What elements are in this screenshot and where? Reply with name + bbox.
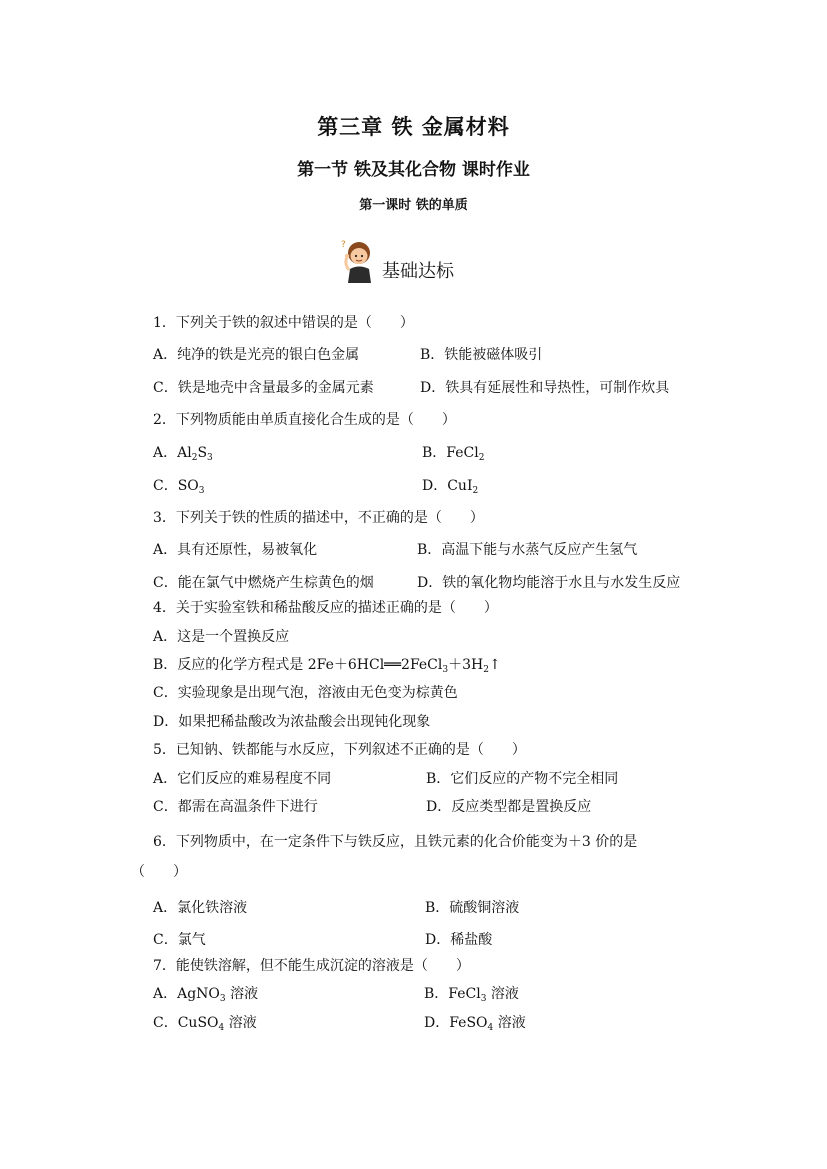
q6-option-a: A．氯化铁溶液 bbox=[153, 900, 248, 916]
question-6-stem-continued: （ ） bbox=[131, 864, 187, 880]
question-4-stem: 4．关于实验室铁和稀盐酸反应的描述正确的是（ ） bbox=[153, 600, 498, 616]
q3-option-a: A．具有还原性，易被氧化 bbox=[153, 542, 318, 558]
question-6-stem: 6．下列物质中，在一定条件下与铁反应，且铁元素的化合价能变为＋3 价的是 bbox=[153, 834, 638, 850]
q7-option-b: B．FeCl$_3$ 溶液 bbox=[424, 986, 519, 1004]
q4-option-a: A．这是一个置换反应 bbox=[153, 629, 290, 645]
q1-option-a: A．纯净的铁是光亮的银白色金属 bbox=[153, 347, 360, 363]
q3-option-c: C．能在氯气中燃烧产生棕黄色的烟 bbox=[153, 575, 374, 591]
q5-option-b: B．它们反应的产物不完全相同 bbox=[426, 771, 619, 787]
q3-option-b: B．高温下能与水蒸气反应产生氢气 bbox=[417, 542, 638, 558]
q4-option-c: C．实验现象是出现气泡，溶液由无色变为棕黄色 bbox=[153, 685, 458, 701]
q6-option-b: B．硫酸铜溶液 bbox=[425, 900, 520, 916]
q7-option-d: D．FeSO$_4$ 溶液 bbox=[424, 1015, 526, 1033]
q1-option-c: C．铁是地壳中含量最多的金属元素 bbox=[153, 380, 374, 396]
q4-option-d: D．如果把稀盐酸改为浓盐酸会出现钝化现象 bbox=[153, 714, 431, 730]
q7-option-a: A．AgNO$_3$ 溶液 bbox=[153, 986, 259, 1004]
q6-option-d: D．稀盐酸 bbox=[425, 932, 493, 948]
lesson-title: 第一课时 铁的单质 bbox=[359, 198, 468, 213]
q2-option-c: C．$SO_3$ bbox=[153, 478, 205, 496]
q5-option-c: C．都需在高温条件下进行 bbox=[153, 799, 318, 815]
chapter-title: 第三章 铁 金属材料 bbox=[317, 115, 510, 139]
q7-option-c: C．CuSO$_4$ 溶液 bbox=[153, 1015, 257, 1033]
q2-option-a: A．$Al_2S_3$ bbox=[153, 445, 213, 463]
q6-option-c: C．氯气 bbox=[153, 932, 206, 948]
question-1-stem: 1．下列关于铁的叙述中错误的是（ ） bbox=[153, 315, 414, 331]
q5-option-a: A．它们反应的难易程度不同 bbox=[153, 771, 332, 787]
badge-label: 基础达标 bbox=[382, 261, 454, 282]
question-5-stem: 5．已知钠、铁都能与水反应，下列叙述不正确的是（ ） bbox=[153, 742, 526, 758]
q4-option-b: B．反应的化学方程式是 $2Fe+6HCl══2FeCl_3+3H_2↑$ bbox=[153, 657, 501, 675]
section-title: 第一节 铁及其化合物 课时作业 bbox=[297, 160, 530, 180]
question-3-stem: 3．下列关于铁的性质的描述中，不正确的是（ ） bbox=[153, 510, 484, 526]
q1-option-d: D．铁具有延展性和导热性，可制作炊具 bbox=[420, 380, 670, 396]
question-7-stem: 7．能使铁溶解，但不能生成沉淀的溶液是（ ） bbox=[153, 958, 470, 974]
question-2-stem: 2．下列物质能由单质直接化合生成的是（ ） bbox=[153, 412, 456, 428]
q2-option-d: D．CuI$_2$ bbox=[422, 478, 479, 496]
q2-option-b: B．FeCl$_2$ bbox=[422, 445, 485, 463]
svg-text:?: ? bbox=[341, 240, 346, 250]
student-thinking-icon bbox=[340, 237, 380, 283]
q1-option-b: B．铁能被磁体吸引 bbox=[420, 347, 543, 363]
q5-option-d: D．反应类型都是置换反应 bbox=[426, 799, 592, 815]
q3-option-d: D．铁的氧化物均能溶于水且与水发生反应 bbox=[417, 575, 681, 591]
